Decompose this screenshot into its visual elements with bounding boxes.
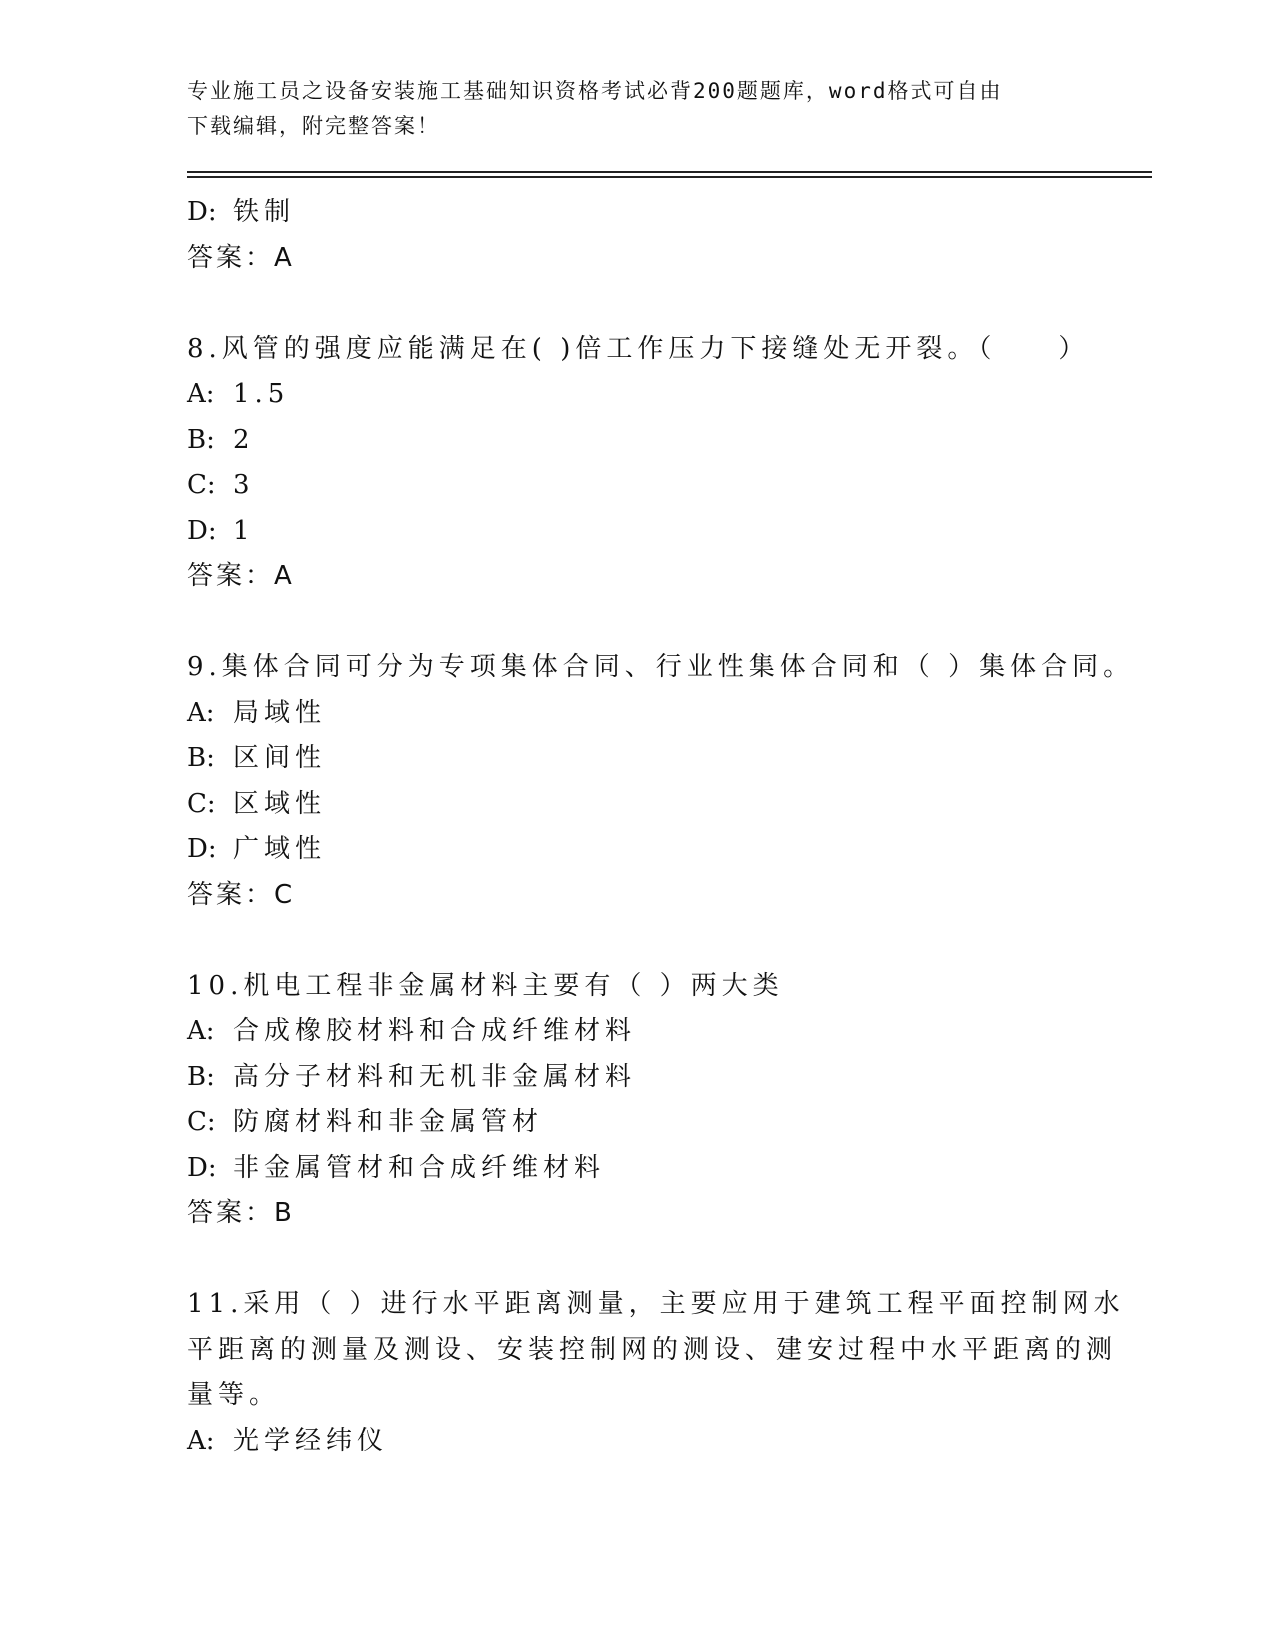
option-c	[187, 463, 1067, 509]
option-text: 3	[233, 470, 255, 500]
option-c	[187, 1100, 1067, 1146]
header-title-line-1: 专业施工员之设备安装施工基础知识资格考试必背200题题库，word格式可自由	[187, 79, 1003, 103]
answer-line: 答案：A	[187, 242, 295, 273]
option-a	[187, 1419, 1067, 1465]
option-text: 非金属管材和合成纤维材料	[233, 1152, 606, 1183]
option-a	[187, 372, 1067, 418]
question-stem: 9.集体合同可分为专项集体合同、行业性集体合同和（ ）集体合同。	[187, 652, 1135, 682]
option-label: B:	[187, 743, 215, 773]
option-a	[187, 691, 1067, 737]
option-d	[187, 1146, 1067, 1192]
option-text: 高分子材料和无机非金属材料	[233, 1061, 637, 1092]
option-text: 局域性	[233, 697, 327, 728]
option-label: C:	[187, 788, 216, 819]
header-divider-bottom	[187, 176, 1152, 178]
option-label: C:	[187, 1107, 216, 1137]
option-d	[187, 827, 1067, 873]
answer-line: 答案：B	[187, 1198, 295, 1228]
question-list	[187, 190, 1135, 1464]
option-text: 区间性	[233, 743, 327, 773]
option-label: D:	[187, 834, 217, 864]
option-text: 2	[233, 424, 255, 455]
question-stem: 8.风管的强度应能满足在( )倍工作压力下接缝处无开裂。（ ）	[187, 333, 1090, 364]
option-text: 光学经纬仪	[233, 1425, 389, 1456]
question-stem: 10.机电工程非金属材料主要有（ ）两大类	[187, 970, 784, 1001]
option-d	[187, 509, 1067, 555]
header-divider-top	[187, 171, 1152, 173]
option-label: D:	[187, 515, 217, 546]
option-label: A:	[187, 1016, 215, 1046]
option-text: 铁制	[233, 197, 296, 227]
option-label: B:	[187, 424, 215, 455]
option-text: 区域性	[233, 788, 327, 819]
option-text: 防腐材料和非金属管材	[233, 1107, 544, 1137]
option-text: 合成橡胶材料和合成纤维材料	[233, 1016, 637, 1046]
option-label: A:	[187, 379, 215, 409]
option-label: D:	[187, 1152, 217, 1183]
header-title-line-2: 下载编辑，附完整答案！	[187, 114, 440, 138]
document-header	[187, 74, 1067, 144]
question-stem-line-1: 11.采用（ ）进行水平距离测量，主要应用于建筑工程平面控制网水	[187, 1289, 1125, 1319]
option-label: A:	[187, 697, 215, 728]
option-b	[187, 418, 1067, 464]
answer-line: 答案：C	[187, 879, 296, 910]
option-label: B:	[187, 1061, 215, 1092]
option-label: D:	[187, 197, 217, 227]
question-stem-line-3: 量等。	[187, 1380, 281, 1410]
option-text: 1.5	[233, 379, 290, 409]
option-d	[187, 190, 1067, 236]
option-text: 广域性	[233, 834, 327, 864]
option-label: A:	[187, 1425, 215, 1456]
question-stem-line-2: 平距离的测量及测设、安装控制网的测设、建安过程中水平距离的测	[187, 1334, 1118, 1365]
option-text: 1	[233, 515, 255, 546]
option-label: C:	[187, 470, 216, 500]
answer-line: 答案：A	[187, 561, 295, 591]
option-b	[187, 1055, 1067, 1101]
option-c	[187, 782, 1067, 828]
option-b	[187, 736, 1067, 782]
option-a	[187, 1009, 1067, 1055]
